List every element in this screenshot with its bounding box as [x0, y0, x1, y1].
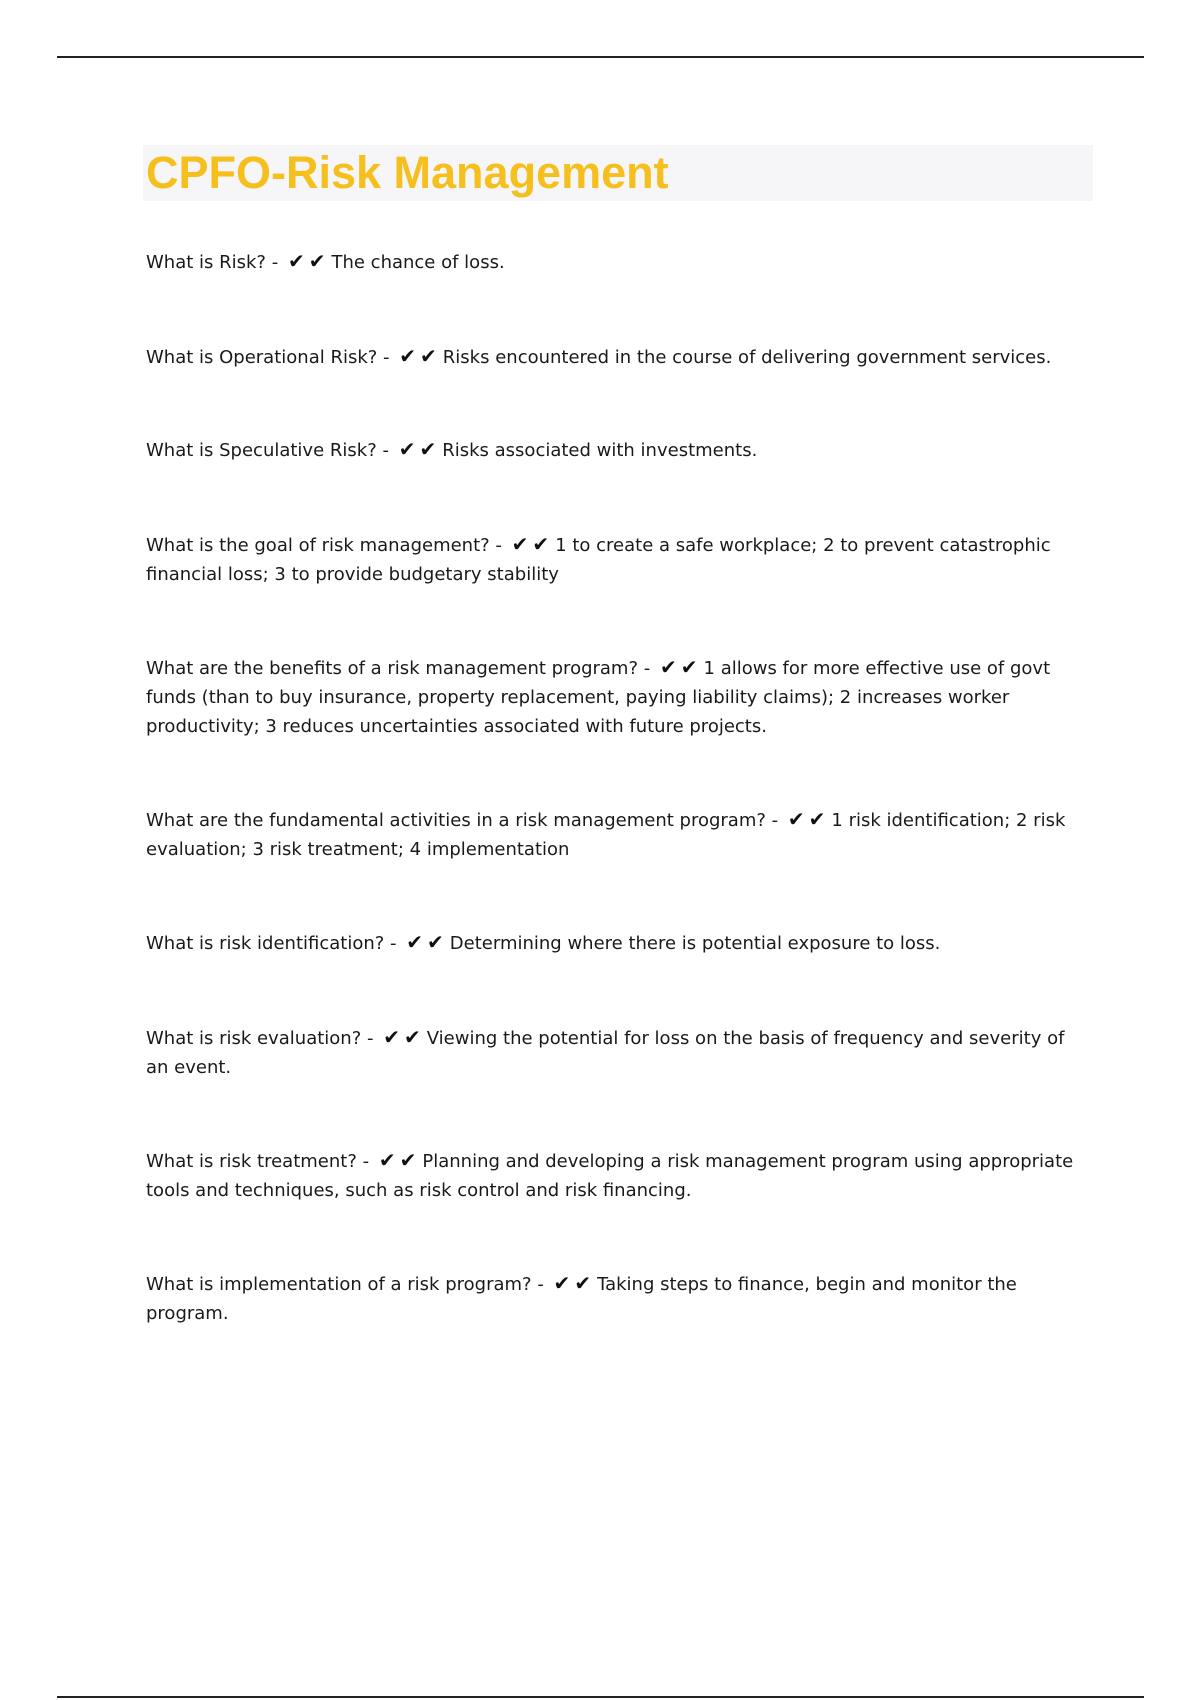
- top-rule: [57, 56, 1144, 58]
- check-mark-icon: ✔✔: [398, 437, 441, 461]
- question: What is risk identification? -: [146, 933, 397, 954]
- qa-item-benefits: [146, 653, 1086, 741]
- qa-item-risk-evaluation: [146, 1023, 1086, 1082]
- check-mark-icon: ✔✔: [511, 532, 554, 556]
- qa-item-fundamental-activities: [146, 805, 1086, 864]
- check-mark-icon: ✔✔: [383, 1025, 425, 1049]
- answer: Taking steps to finance, begin and monitor the program.: [146, 1274, 1017, 1324]
- question: What is risk treatment? -: [146, 1151, 370, 1172]
- question: What is implementation of a risk program? -: [146, 1274, 544, 1295]
- question: What are the fundamental activities in a risk management program? -: [146, 810, 779, 831]
- answer: Planning and developing a risk management program using appropriate tools and techniques, such as risk control and risk financing.: [146, 1151, 1074, 1201]
- check-mark-icon: ✔✔: [399, 344, 441, 368]
- question: What is Risk? -: [146, 252, 279, 273]
- check-mark-icon: ✔✔: [659, 655, 702, 679]
- question: What is the goal of risk management? -: [146, 535, 502, 556]
- check-mark-icon: ✔✔: [287, 249, 330, 273]
- qa-item-speculative-risk: [146, 435, 1086, 465]
- answer: Viewing the potential for loss on the basis of frequency and severity of an event.: [146, 1028, 1065, 1078]
- answer: Determining where there is potential exposure to loss.: [449, 933, 941, 954]
- answer: The chance of loss.: [331, 252, 505, 273]
- question: What are the benefits of a risk management program? -: [146, 658, 651, 679]
- question: What is risk evaluation? -: [146, 1028, 374, 1049]
- page-title: CPFO-Risk Management: [146, 147, 669, 198]
- qa-item-operational-risk: [146, 342, 1086, 372]
- qa-item-risk: [146, 247, 1086, 277]
- question: What is Operational Risk? -: [146, 347, 390, 368]
- qa-item-risk-identification: [146, 928, 1086, 958]
- qa-item-implementation: [146, 1269, 1086, 1328]
- qa-item-risk-treatment: [146, 1146, 1086, 1205]
- answer: 1 to create a safe workplace; 2 to prevent catastrophic financial loss; 3 to provide budgetary stability: [146, 535, 1051, 585]
- answer: Risks associated with investments.: [442, 440, 758, 461]
- check-mark-icon: ✔✔: [378, 1148, 421, 1172]
- bottom-rule: [57, 1696, 1144, 1698]
- question: What is Speculative Risk? -: [146, 440, 389, 461]
- check-mark-icon: ✔✔: [406, 930, 448, 954]
- qa-item-goal: [146, 530, 1086, 589]
- answer: 1 allows for more effective use of govt funds (than to buy insurance, property replacement, paying liability claims); 2 increases worker productivity; 3 reduces uncertainties associated with future projects.: [146, 658, 1051, 737]
- check-mark-icon: ✔✔: [553, 1271, 596, 1295]
- answer: Risks encountered in the course of delivering government services.: [442, 347, 1052, 368]
- check-mark-icon: ✔✔: [787, 807, 830, 831]
- answer: 1 risk identification; 2 risk evaluation; 3 risk treatment; 4 implementation: [146, 810, 1066, 860]
